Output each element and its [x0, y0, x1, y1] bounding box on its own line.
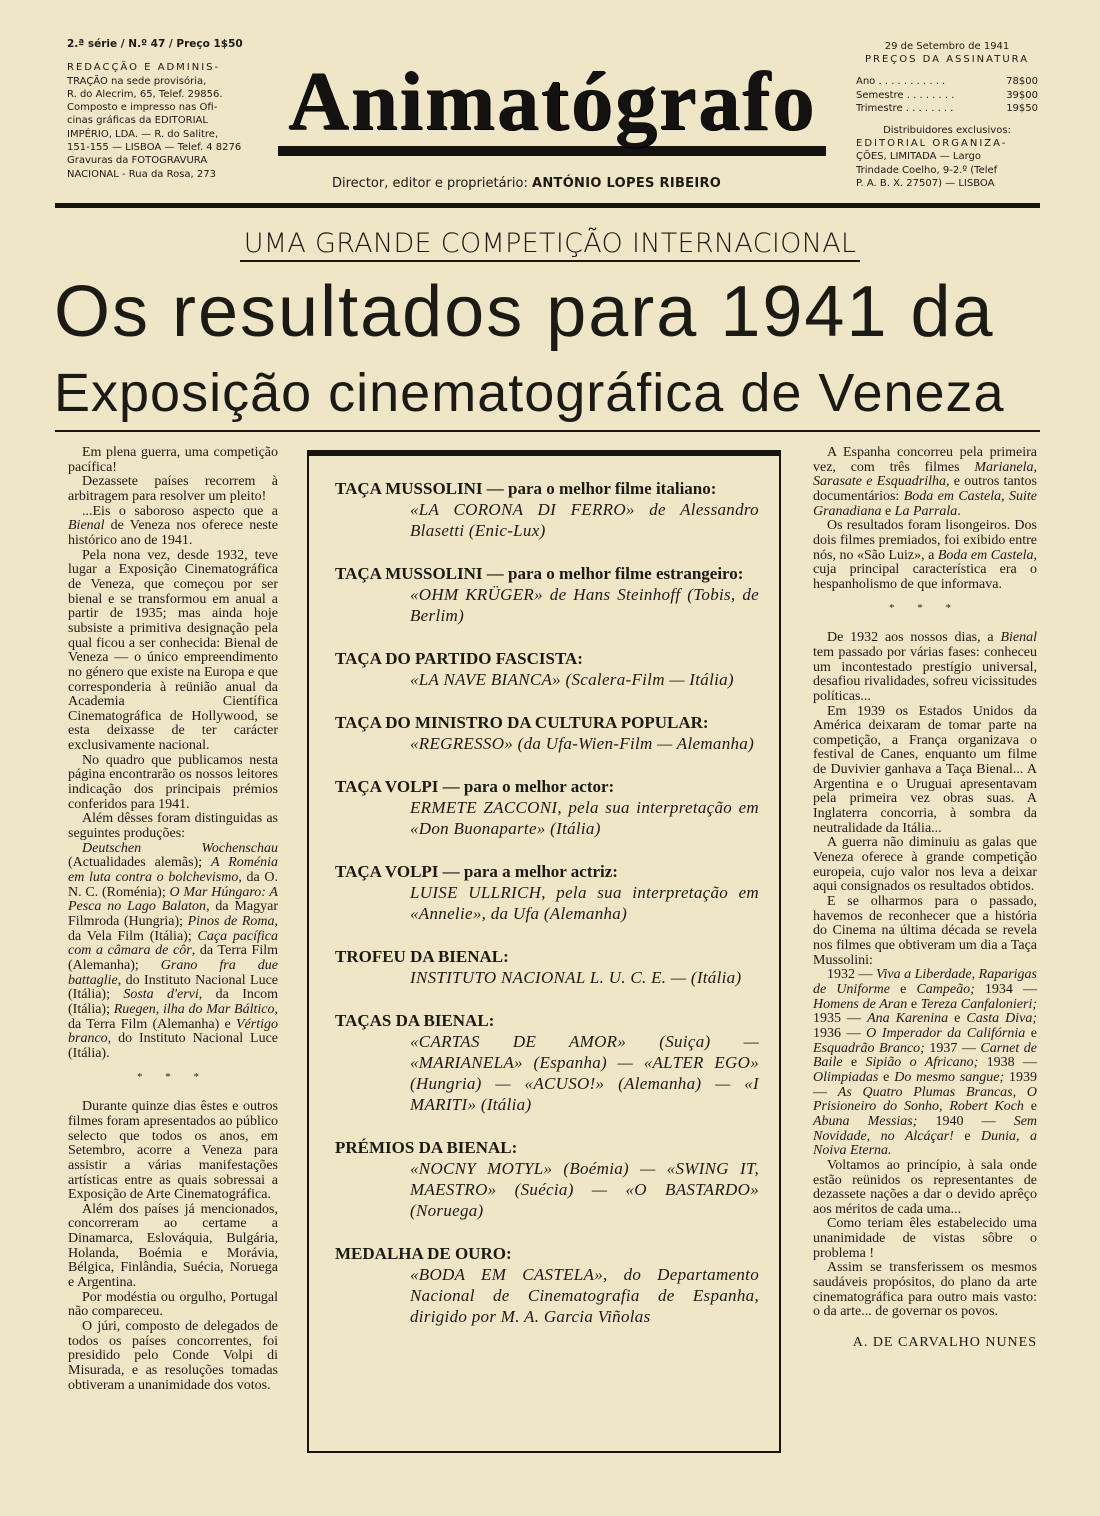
article-column-right [813, 446, 1037, 1351]
paragraph [68, 1320, 278, 1393]
address-line: REDACÇÃO E ADMINIS- [67, 62, 221, 74]
italic-title: Deutschen Wochenschau [82, 840, 278, 856]
italic-title: Casta Diva; [966, 1011, 1038, 1027]
italic-title: Campeão; [916, 981, 975, 997]
italic-title: Marianela, Sarasate e Esquadrilha, [813, 459, 1037, 490]
italic-title: Boda em Castela, Suite Granadiana [813, 488, 1037, 519]
prize-award: TROFEU DA BIENAL: [335, 947, 509, 966]
text-run: 1939 — [813, 1069, 1037, 1100]
section-separator: * * * [137, 1070, 209, 1083]
prize-award: TAÇA MUSSOLINI — para o melhor filme estrangeiro: [335, 564, 744, 583]
text-run: Pela nona vez, desde 1932, teve lugar a Exposição Cinematográfica de Veneza, que começou por ser bienal e se transformou em anual a partir de 1935; mas ainda hoje subsiste a primitiva designação pela qual ficou a ser conhecida: Bienal de Veneza — o único empreendimento no género que existe na Europa e que corresponderia à reünião anual da Academia Científica Cinematográfica de Hollywood, se esta deixasse de ter carácter exclusivamente nacional. [68, 547, 278, 754]
address-line: R. do Alecrim, 65, Telef. 29856. [67, 88, 223, 100]
text-run: e [953, 1128, 982, 1144]
text-run: ...Eis o saboroso aspecto que a [82, 503, 278, 519]
italic-title: Abuna Messias; [813, 1113, 918, 1129]
italic-title: Sem Novidade, no Alcáçar! [813, 1113, 1038, 1144]
address-line: IMPÉRIO, LDA. — R. do Salitre, [67, 128, 219, 140]
prize-winner: «LA CORONA DI FERRO» de Alessandro Blasetti (Enic-Lux) [410, 500, 759, 540]
prize-award: MEDALHA DE OURO: [335, 1244, 512, 1263]
headline-line-1: Os resultados para 1941 da [54, 272, 995, 352]
paragraph [68, 812, 278, 841]
text-run: 1935 — [813, 1011, 868, 1027]
italic-title: Viva a Liberdade, Raparigas de Uniforme [813, 967, 1037, 997]
prize-entry [335, 1010, 759, 1115]
text-run: No quadro que publicamos nesta página encontrarão os nossos leitores indicação dos principais prémios conferidos para 1941. [68, 752, 278, 812]
italic-title: Esquadrão Branco; [813, 1040, 925, 1056]
italic-title: O Mar Húngaro: A Pesca no Lago Balaton [68, 884, 278, 915]
text-run: 1934 — [974, 981, 1038, 997]
italic-title: A Roménia em luta contra o bolchevismo [68, 855, 278, 886]
price-label: Ano . . . . . . . . . . . [856, 76, 946, 88]
text-run: A Espanha concorreu pela primeira vez, com três filmes [813, 445, 1037, 475]
distributors-title: Distribuidores exclusivos: [883, 125, 1011, 137]
text-run: e outros tantos documentários: [813, 474, 1037, 504]
text-run: e [948, 1011, 967, 1027]
prize-award: TAÇA VOLPI — para a melhor actriz: [335, 862, 618, 881]
text-run: tem passado por várias fases: conheceu um incontestado prestígio universal, desafiou rivalidades, sofreu vicissitudes políticas... [813, 644, 1037, 704]
text-run: e [1025, 1025, 1038, 1041]
masthead-right-block [856, 40, 1038, 190]
text-run: , da Magyar Filmroda (Hungria); [68, 899, 278, 929]
paragraph [68, 446, 278, 475]
italic-title: Olimpiadas [813, 1069, 879, 1085]
article-column-left [68, 446, 278, 1393]
italic-title: Ruegen, ilha do Mar Báltico [113, 1001, 275, 1017]
text-run: . [957, 503, 961, 519]
paragraph [68, 505, 278, 549]
text-run: (Actualidades alemãs); [68, 855, 211, 871]
paragraph [813, 446, 1037, 519]
italic-title: O Imperador da Califórnia [866, 1025, 1026, 1041]
italic-title: La Parrala [894, 503, 958, 519]
prize-entry [335, 563, 759, 626]
paragraph [68, 754, 278, 813]
text-run: O júri, composto de delegados de todos os países concorrentes, foi presidido pelo Conde Volpi di Misurada, e as resoluções tomadas obtiveram a unanimidade dos votos. [68, 1319, 278, 1393]
prize-winner: «LA NAVE BIANCA» (Scalera-Film — Itália) [410, 670, 734, 689]
prize-winner: «REGRESSO» (da Ufa-Wien-Film — Alemanha) [410, 734, 755, 753]
address-line: NACIONAL - Rua da Rosa, 273 [67, 168, 217, 180]
text-run: Voltamos ao princípio, à sala onde estão reünidos os representantes de dezassete nações a dar o devido aprêço aos méritos de cada uma... [813, 1157, 1037, 1217]
paragraph [813, 705, 1037, 837]
text-run: Além dos países já mencionados, concorreram ao certame a Dinamarca, Eslováquia, Bulgária, Holanda, Boémia e Morávia, Bélgica, Finlândia, Suécia, Noruega e Argentina. [68, 1201, 278, 1291]
headline-line-2: Exposição cinematográfica de Veneza [54, 363, 1005, 423]
price-row-quarter [856, 102, 1038, 115]
italic-title: Bienal [1000, 630, 1037, 646]
paragraph [813, 519, 1037, 592]
prices-title: PREÇOS DA ASSINATURA [864, 54, 1030, 66]
text-run: 1940 — [917, 1113, 1014, 1129]
italic-title: Grano fra due battaglie [68, 957, 278, 988]
distributor-line: ÇÕES, LIMITADA — Largo [856, 151, 981, 163]
masthead-left-block [67, 38, 257, 181]
text-run: 1932 — [827, 967, 876, 983]
italic-title: Boda em Castela [937, 547, 1034, 563]
price-value: 78$00 [1006, 76, 1038, 88]
text-run: de Veneza nos oferece neste histórico ano de 1941. [68, 518, 278, 548]
paragraph [813, 1159, 1037, 1218]
price-label: Trimestre . . . . . . . . [856, 102, 954, 114]
text-run: Os resultados foram lisongeiros. Dos dois filmes premiados, foi exibido entre nós, no «São Luiz», a [813, 518, 1037, 563]
address-line: 151-155 — LISBOA — Telef. 4 8276 [67, 142, 242, 154]
masthead-rule [55, 203, 1040, 208]
logo-wordmark: Animatógrafo [288, 55, 816, 148]
prize-entry [335, 861, 759, 924]
text-run: e [878, 1069, 895, 1085]
text-run: Dezassete países recorrem à arbitragem para resolver um pleito! [68, 474, 278, 504]
text-run: e [881, 503, 895, 519]
prize-winner: «BODA EM CASTELA», do Departamento Nacional de Cinematografia de Espanha, dirigido por M. A. Garcia Viñolas [410, 1265, 759, 1326]
text-run: A guerra não diminuiu as galas que Veneza oferece à grande competição europeia, cujo valor nos leva a deixar aqui consignados os resultados obtidos. [813, 835, 1037, 895]
paragraph [68, 1291, 278, 1320]
italic-title: Pinos de Roma [187, 914, 275, 929]
text-run: e [1023, 1099, 1037, 1115]
text-run: , da Terra Film (Alemanha); [68, 943, 278, 973]
italic-title: Bienal [68, 518, 105, 534]
series-issue-price: 2.ª série / N.º 47 / Preço 1$50 [67, 38, 243, 50]
prize-winner: ERMETE ZACCONI, pela sua interpretação em «Don Buonaparte» (Itália) [410, 798, 759, 838]
distributor-line: Trindade Coelho, 9-2.º (Telef [856, 164, 998, 176]
text-run: E se olharmos para o passado, havemos de reconhecer que a história do Cinema na última década se revela nos filmes que obtiveram um dia a Taça Mussolini: [813, 894, 1037, 968]
prize-award: PRÉMIOS DA BIENAL: [335, 1138, 518, 1157]
italic-title: Dunia, a Noiva Eterna. [813, 1128, 1037, 1159]
address-line: TRAÇÃO na sede provisória, [67, 75, 207, 87]
price-row-annual [856, 75, 1038, 88]
italic-title: Vértigo branco [68, 1016, 278, 1047]
text-run: , da O. N. C. (Roménia); [68, 870, 278, 900]
issue-date: 29 de Setembro de 1941 [884, 41, 1010, 52]
italic-title: Carnet de Baile [813, 1040, 1038, 1071]
price-row-semester [856, 89, 1038, 102]
author-signature: A. DE CARVALHO NUNES [852, 1335, 1037, 1351]
text-run: 1936 — [813, 1025, 867, 1041]
kicker-text: UMA GRANDE COMPETIÇÃO INTERNACIONAL [240, 228, 861, 262]
price-value: 19$50 [1006, 102, 1038, 114]
distributor-line: P. A. B. X. 27507) — LISBOA [856, 177, 995, 189]
director-credit [332, 176, 772, 191]
prize-winner: «OHM KRÜGER» de Hans Steinhoff (Tobis, de Berlim) [410, 585, 759, 625]
prize-winner: «CARTAS DE AMOR» (Suiça) — «MARIANELA» (Espanha) — «ALTER EGO» (Hungria) — «ACUSO!» (Alemanha) — «I MARITI» (Itália) [410, 1032, 759, 1114]
prize-entry [335, 712, 759, 754]
paragraph [813, 836, 1037, 895]
text-run: e [907, 996, 921, 1012]
text-run: Por modéstia ou orgulho, Portugal não compareceu. [68, 1289, 278, 1320]
prize-winner: «NOCNY MOTYL» (Boémia) — «SWING IT, MAESTRO» (Suécia) — «O BASTARDO» (Noruega) [410, 1159, 759, 1220]
text-run: , do Instituto Nacional Luce (Itália); [68, 972, 278, 1003]
price-value: 39$00 [1006, 89, 1038, 101]
text-run: , do Instituto Nacional Luce (Itália). [68, 1031, 278, 1061]
paragraph [68, 475, 278, 504]
paragraph [68, 549, 278, 754]
prize-award: TAÇA MUSSOLINI — para o melhor filme italiano: [335, 479, 717, 498]
prize-award: TAÇA DO MINISTRO DA CULTURA POPULAR: [335, 713, 709, 732]
paragraph [813, 1217, 1037, 1261]
text-run: Em 1939 os Estados Unidos da América deixaram de tomar parte na competição, a França organizava o festival de Canes, enquanto um filme de Duvivier ganhava a Taça Bienal... A Argentina e o Uruguai apresentavam pela primeira vez obras suas. A Inglaterra concorria, à sombra da neutralidade da Itália... [813, 703, 1037, 836]
paragraph [813, 895, 1037, 968]
prize-award: TAÇA DO PARTIDO FASCISTA: [335, 649, 583, 668]
text-run: Durante quinze dias êstes e outros filmes foram apresentados ao público selecto que todos os anos, em Setembro, acorre a Veneza para assistir a várias manifestações artísticas entre as quais sobressai a Exposição de Arte Cinematográfica. [68, 1099, 278, 1203]
italic-title: Sipião o Africano; [865, 1055, 979, 1071]
paragraph [68, 1100, 278, 1203]
headline-rule [55, 430, 1040, 432]
text-run: , da Incom (Itália); [68, 987, 278, 1017]
text-run: , da Terra Film (Alemanha) e [68, 1001, 278, 1032]
italic-title: Sosta d'ervi [123, 987, 199, 1003]
prize-award: TAÇA VOLPI — para o melhor actor: [335, 777, 615, 796]
paragraph [813, 631, 1037, 704]
prize-award: TAÇAS DA BIENAL: [335, 1011, 495, 1030]
prize-entry [335, 776, 759, 839]
prize-winner: LUISE ULLRICH, pela sua interpretação em «Annelie», da Ufa (Alemanha) [410, 883, 759, 923]
text-run: 1937 — [924, 1040, 981, 1056]
prize-entry [335, 478, 759, 541]
masthead-logo [278, 52, 826, 156]
prize-entry [335, 946, 759, 988]
italic-title: Tereza Canfalonieri; [920, 996, 1038, 1012]
italic-title: Ana Karenina [867, 1011, 949, 1027]
prizes-list [335, 478, 759, 1349]
italic-title: As Quatro Plumas Brancas, O Prisioneiro do Sonho, Robert Koch [813, 1084, 1038, 1115]
text-run: Como teriam êles estabelecido uma unanimidade de vistas sôbre o problema ! [813, 1216, 1037, 1261]
paragraph [68, 1203, 278, 1291]
prize-entry [335, 1243, 759, 1327]
text-run: De 1932 aos nossos dias, a [827, 630, 1001, 646]
text-run: Assim se transferissem os mesmos saudáveis propósitos, do plano da arte cinematográfica para outro mais vasto: o da arte... de governar os povos. [813, 1260, 1037, 1320]
text-run: e [842, 1055, 866, 1071]
text-run: Em plena guerra, uma competição pacífica! [68, 445, 278, 475]
director-name: ANTÓNIO LOPES RIBEIRO [531, 176, 722, 191]
section-separator: * * * [889, 601, 961, 614]
text-run: Além dêsses foram distinguidas as seguintes produções: [68, 811, 278, 842]
paragraph [813, 968, 1037, 1159]
italic-title: Do mesmo sangue; [894, 1069, 1005, 1085]
prize-winner: INSTITUTO NACIONAL L. U. C. E. — (Itália) [410, 968, 742, 987]
italic-title: Homens de Aran [813, 996, 908, 1012]
text-run: , cuja principal característica era o hespanholismo de que informava. [813, 547, 1038, 592]
kicker [0, 228, 1100, 259]
address-line: Composto e impresso nas Ofi- [67, 102, 218, 114]
paragraph [68, 842, 278, 1062]
paragraph [813, 1261, 1037, 1320]
text-run: e [890, 981, 917, 997]
italic-title: Caça pacífica com a câmara de côr [68, 928, 278, 959]
distributor-line: EDITORIAL ORGANIZA- [856, 138, 1008, 150]
address-line: Gravuras da FOTOGRAVURA [67, 155, 208, 167]
prize-entry [335, 1137, 759, 1221]
price-label: Semestre . . . . . . . . [856, 89, 955, 101]
text-run: 1938 — [978, 1055, 1038, 1071]
prize-entry [335, 648, 759, 690]
prizes-box [307, 450, 781, 1453]
address-line: cinas gráficas da EDITORIAL [67, 115, 208, 127]
director-label: Director, editor e proprietário: [332, 176, 528, 191]
text-run: , da Vela Film (Itália); [68, 914, 278, 944]
